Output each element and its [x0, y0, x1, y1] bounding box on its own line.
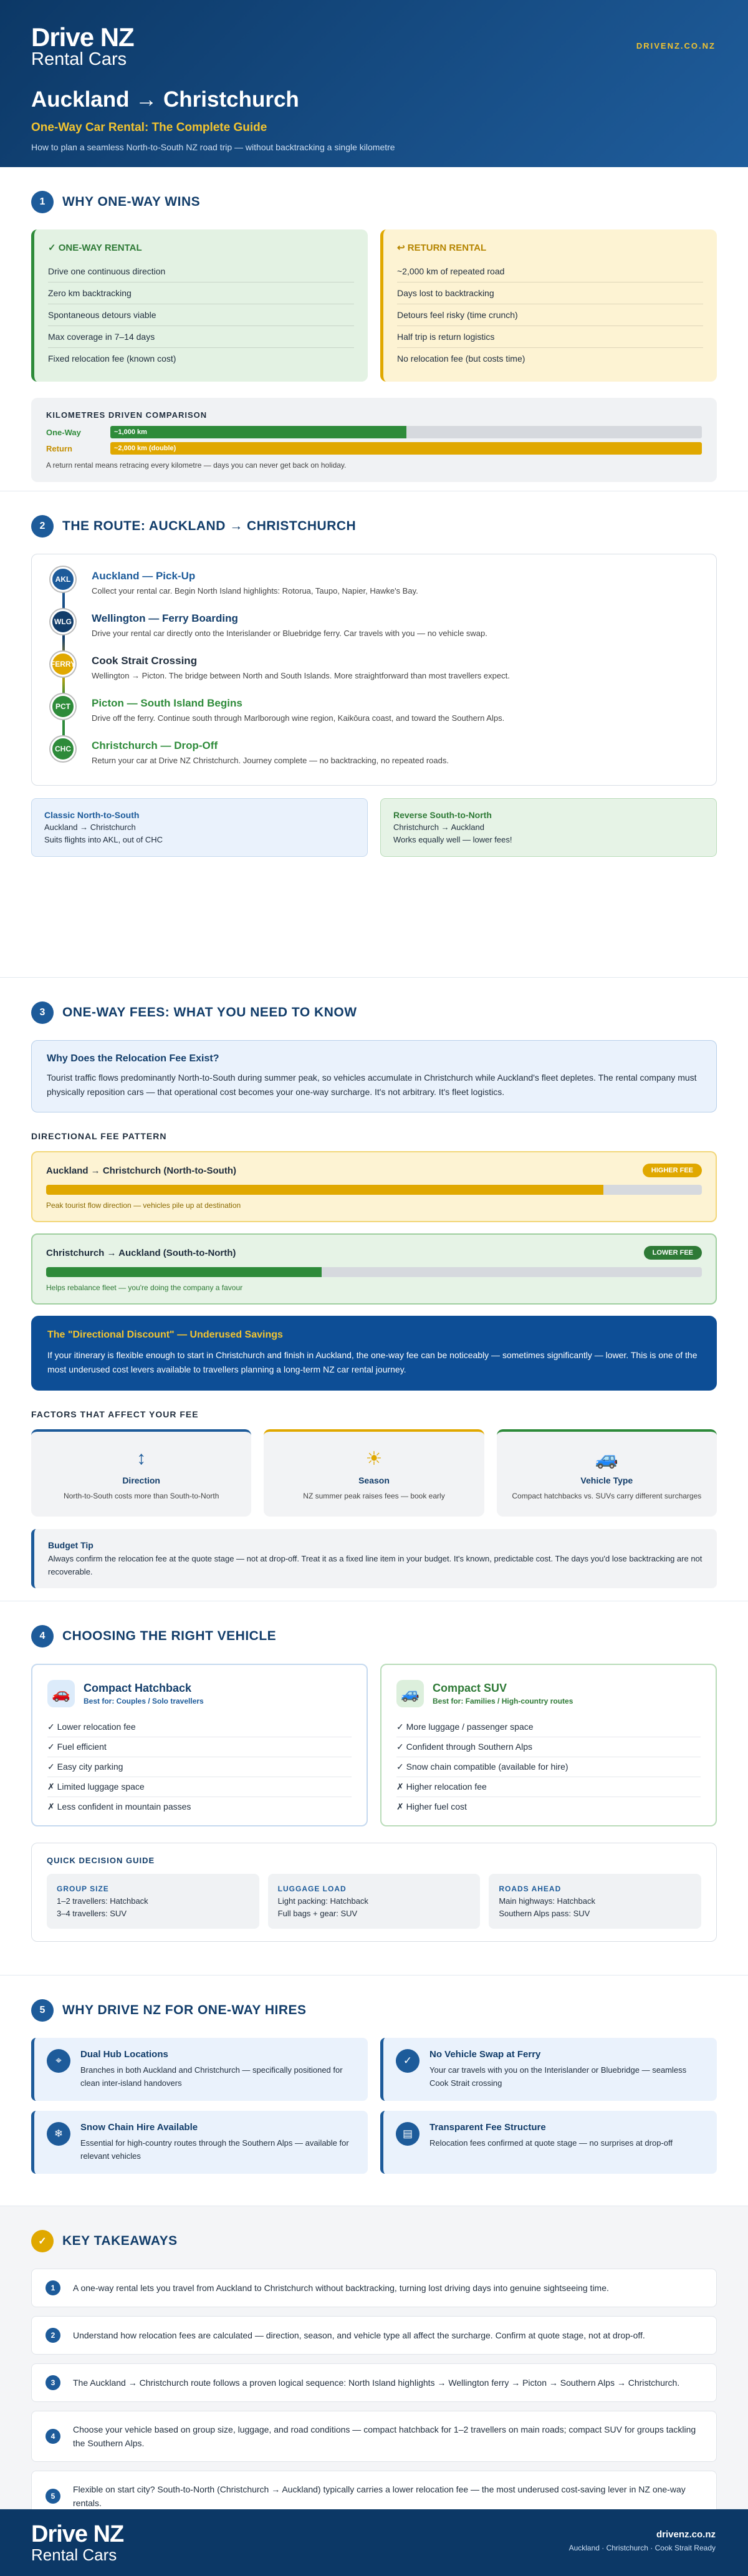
list-item: Max coverage in 7–14 days	[48, 326, 354, 348]
feature-card	[380, 2111, 717, 2174]
section-number: 5	[31, 1999, 54, 2022]
discount-text: If your itinerary is flexible enough to start in Christchurch and finish in Auckland, the one-way fee can be noticeably — sometimes significantly — lower. This is one of the most underused cost levers available to travellers planning a long-term NZ car rental journey.	[47, 1350, 698, 1374]
qd-line: Southern Alps pass: SUV	[499, 1909, 590, 1918]
stop-title: Wellington — Ferry Boarding	[92, 612, 238, 624]
oneway-bar-label: One-Way	[46, 427, 81, 437]
higher-fee-badge: HIGHER FEE	[643, 1164, 702, 1177]
classic-option-note: Suits flights into AKL, out of CHC	[44, 835, 163, 844]
fee-bar	[46, 1185, 603, 1195]
sun-icon: ☀	[365, 1449, 383, 1469]
qd-heading: LUGGAGE LOAD	[277, 1884, 347, 1893]
feature-desc: Relocation fees confirmed at quote stage — no surprises at drop-off	[429, 2138, 673, 2148]
route-stop	[50, 652, 698, 694]
section-title: WHY ONE-WAY WINS	[62, 195, 201, 209]
stop-marker: CHC	[50, 736, 75, 761]
section-number: 1	[31, 191, 54, 213]
fee-bar-track	[46, 1267, 702, 1277]
site-url[interactable]: DRIVENZ.CO.NZ	[636, 41, 716, 51]
qd-card	[268, 1874, 481, 1929]
stop-title: Christchurch — Drop-Off	[92, 740, 218, 751]
km-comparison	[31, 398, 717, 482]
suv-icon: 🚙	[396, 1680, 424, 1707]
oneway-card	[31, 229, 368, 382]
page-description: How to plan a seamless North-to-South NZ road trip — without backtracking a single kilometre	[31, 142, 395, 152]
list-item: ✓ Fuel efficient	[47, 1737, 352, 1757]
qd-heading: ROADS AHEAD	[499, 1884, 562, 1893]
logo[interactable]	[31, 22, 717, 69]
check-icon: ✓	[396, 2049, 420, 2073]
stop-desc: Collect your rental car. Begin North Island highlights: Rotorua, Taupo, Napier, Hawke's Bay.	[92, 586, 418, 596]
list-item: ✓ Snow chain compatible (available for hire)	[396, 1757, 701, 1777]
list-item: ✓ Lower relocation fee	[47, 1717, 352, 1737]
takeaway-text: The Auckland → Christchurch route follows a proven logical sequence: North Island highlights → Wellington ferry → Picton → Southern Alps → Christchurch.	[73, 2378, 680, 2388]
oneway-bar-track	[110, 426, 702, 438]
return-bar-track	[110, 442, 702, 455]
section-number: 3	[31, 1001, 54, 1024]
route-timeline	[31, 554, 717, 786]
list-item: ✓ Easy city parking	[47, 1757, 352, 1777]
stop-marker: FERRY	[50, 652, 75, 677]
takeaway-text: Understand how relocation fees are calculated — direction, season, and vehicle type all affect the surcharge. Confirm at quote stage, not at drop-off.	[73, 2330, 645, 2340]
feature-title: Transparent Fee Structure	[429, 2122, 546, 2133]
fee-note: Peak tourist flow direction — vehicles pile up at destination	[46, 1201, 241, 1210]
fee-bar	[46, 1267, 322, 1277]
route-stop	[50, 609, 698, 652]
route-stop	[50, 736, 698, 779]
section-number: 2	[31, 515, 54, 538]
feature-card	[380, 2038, 717, 2101]
feature-title: Dual Hub Locations	[80, 2049, 168, 2060]
list-item: ~2,000 km of repeated road	[397, 261, 703, 282]
reverse-option	[380, 798, 717, 857]
section-title: WHY DRIVE NZ FOR ONE-WAY HIRES	[62, 2003, 307, 2017]
section-takeaways	[0, 2206, 748, 2509]
route-stop	[50, 567, 698, 609]
page-header	[0, 0, 748, 167]
stop-desc: Return your car at Drive NZ Christchurch. Journey complete — no backtracking, no repeated roads.	[92, 756, 449, 765]
section-vehicle	[0, 1601, 748, 1975]
takeaway-item	[31, 2363, 717, 2402]
list-item: Days lost to backtracking	[397, 282, 703, 304]
explainer-text: Tourist traffic flows predominantly North-to-South during summer peak, so vehicles accumulate in Christchurch while Auckland's fleet depletes. The rental company must physically reposition cars — that operational cost becomes your one-way surcharge. It's not arbitrary. It's fleet logistics.	[47, 1073, 697, 1097]
section-why-drive-nz	[0, 1975, 748, 2206]
return-bar-label: Return	[46, 443, 72, 453]
qd-line: Light packing: Hatchback	[277, 1896, 368, 1906]
logo-line2: Rental Cars	[31, 2545, 117, 2564]
lower-fee-badge: LOWER FEE	[644, 1246, 702, 1260]
km-note: A return rental means retracing every kilometre — days you can never get back on holiday.	[46, 461, 347, 470]
logo-line1: Drive NZ	[31, 2521, 124, 2547]
factors-label: FACTORS THAT AFFECT YOUR FEE	[31, 1409, 199, 1419]
section-title: KEY TAKEAWAYS	[62, 2234, 178, 2248]
feature-desc: Branches in both Auckland and Christchurch — specifically positioned for clean inter-island handovers	[80, 2065, 343, 2088]
vehicle-best-for: Best for: Families / High-country routes	[433, 1697, 573, 1705]
qd-line: 3–4 travellers: SUV	[57, 1909, 127, 1918]
list-item: ✓ More luggage / passenger space	[396, 1717, 701, 1737]
vehicle-name: Compact Hatchback	[84, 1682, 192, 1694]
factor-title: Season	[358, 1475, 390, 1485]
list-item: No relocation fee (but costs time)	[397, 354, 525, 364]
explainer-title: Why Does the Relocation Fee Exist?	[47, 1053, 219, 1064]
vehicle-name: Compact SUV	[433, 1682, 507, 1694]
qd-heading: GROUP SIZE	[57, 1884, 109, 1893]
hatchback-card	[31, 1664, 368, 1826]
feature-desc: Essential for high-country routes through the Southern Alps — available for relevant vehicles	[80, 2138, 349, 2161]
logo-line1: Drive NZ	[31, 22, 134, 52]
factor-title: Direction	[122, 1475, 160, 1485]
classic-option	[31, 798, 368, 857]
return-card	[380, 229, 717, 382]
card-icon: ▤	[396, 2122, 420, 2146]
takeaway-item	[31, 2316, 717, 2355]
qd-card	[47, 1874, 259, 1929]
factor-title: Vehicle Type	[580, 1475, 633, 1485]
takeaway-number: 5	[46, 2489, 60, 2504]
page-footer	[0, 2509, 748, 2576]
km-comparison-label: KILOMETRES DRIVEN COMPARISON	[46, 410, 208, 420]
list-item: Half trip is return logistics	[397, 326, 703, 348]
budget-tip	[31, 1529, 717, 1588]
list-item: ✓ Confident through Southern Alps	[396, 1737, 701, 1757]
stop-title: Cook Strait Crossing	[92, 655, 198, 667]
list-item: ✗ Limited luggage space	[47, 1777, 352, 1797]
quick-decision-guide	[31, 1843, 717, 1942]
takeaway-number: 4	[46, 2429, 60, 2444]
feature-desc: Your car travels with you on the Interislander or Bluebridge — seamless Cook Strait crossing	[429, 2065, 687, 2088]
section-route	[0, 491, 748, 978]
classic-option-route: Auckland → Christchurch	[44, 822, 136, 832]
list-item: Fixed relocation fee (known cost)	[48, 354, 176, 364]
reverse-option-route: Christchurch → Auckland	[393, 822, 484, 832]
takeaway-text: A one-way rental lets you travel from Auckland to Christchurch without backtracking, turning lost driving days into genuine sightseeing time.	[73, 2283, 609, 2293]
discount-title: The "Directional Discount" — Underused Savings	[47, 1329, 283, 1340]
section-title: THE ROUTE: AUCKLAND → CHRISTCHURCH	[62, 519, 357, 533]
oneway-bar: ~1,000 km	[110, 426, 406, 438]
section-title: CHOOSING THE RIGHT VEHICLE	[62, 1629, 277, 1643]
tip-title: Budget Tip	[48, 1540, 94, 1550]
stop-marker: AKL	[50, 567, 75, 592]
car-icon: 🚙	[595, 1449, 618, 1469]
stop-desc: Drive off the ferry. Continue south through Marlborough wine region, Kaikōura coast, and toward the Southern Alps.	[92, 713, 505, 723]
takeaway-number: 3	[46, 2375, 60, 2390]
stop-desc: Wellington → Picton. The bridge between North and South Islands. More straightforward than most travellers expect.	[92, 671, 510, 680]
list-item: Detours feel risky (time crunch)	[397, 304, 703, 326]
stop-marker: PCT	[50, 694, 75, 719]
qd-line: 1–2 travellers: Hatchback	[57, 1896, 148, 1906]
oneway-card-title: ✓ ONE-WAY RENTAL	[48, 243, 142, 253]
list-item: Zero km backtracking	[48, 282, 354, 304]
list-item: ✗ Higher fuel cost	[396, 1802, 467, 1811]
factor-desc: NZ summer peak raises fees — book early	[303, 1492, 445, 1500]
fee-pattern-label: DIRECTIONAL FEE PATTERN	[31, 1131, 167, 1141]
page-subtitle: One-Way Car Rental: The Complete Guide	[31, 121, 267, 134]
qd-line: Full bags + gear: SUV	[277, 1909, 358, 1918]
qd-title: QUICK DECISION GUIDE	[47, 1856, 155, 1865]
fee-north-south	[31, 1151, 717, 1222]
fee-south-north	[31, 1233, 717, 1305]
return-bar: ~2,000 km (double)	[110, 442, 702, 455]
list-item: ✗ Less confident in mountain passes	[47, 1802, 191, 1811]
page-title: Auckland → Christchurch	[31, 87, 299, 112]
section-number: ✓	[31, 2230, 54, 2252]
reverse-option-note: Works equally well — lower fees!	[393, 835, 512, 844]
footer-url[interactable]: drivenz.co.nz	[656, 2529, 716, 2540]
takeaway-number: 1	[46, 2280, 60, 2295]
stop-title: Auckland — Pick-Up	[92, 570, 196, 582]
relocation-fee-explainer	[31, 1040, 717, 1112]
factor-desc: North-to-South costs more than South-to-North	[63, 1492, 219, 1500]
feature-title: Snow Chain Hire Available	[80, 2122, 198, 2133]
classic-option-title: Classic North-to-South	[44, 810, 140, 820]
directional-discount	[31, 1316, 717, 1391]
factor-direction	[31, 1429, 251, 1517]
takeaway-item	[31, 2269, 717, 2307]
snowflake-icon: ❄	[47, 2122, 70, 2146]
tip-text: Always confirm the relocation fee at the quote stage — not at drop-off. Treat it as a fixed line item in your budget. It's known, predictable cost. The days you'd lose backtracking are not recoverable.	[48, 1554, 702, 1576]
fee-direction-title: Auckland → Christchurch (North-to-South)	[46, 1165, 236, 1176]
vehicle-best-for: Best for: Couples / Solo travellers	[84, 1697, 204, 1705]
car-icon: 🚗	[47, 1680, 75, 1707]
arrows-icon: ↕	[137, 1448, 146, 1469]
return-card-title: ↩ RETURN RENTAL	[397, 243, 487, 253]
factor-season	[264, 1429, 484, 1517]
factor-vehicle	[497, 1429, 717, 1517]
list-item: Drive one continuous direction	[48, 261, 354, 282]
fee-bar-track	[46, 1185, 702, 1195]
section-title: ONE-WAY FEES: WHAT YOU NEED TO KNOW	[62, 1005, 357, 1020]
footer-locations: Auckland · Christchurch · Cook Strait Ready	[568, 2544, 716, 2552]
stop-marker: WLG	[50, 609, 75, 634]
stop-title: Picton — South Island Begins	[92, 697, 242, 709]
feature-card	[31, 2038, 368, 2101]
feature-card	[31, 2111, 368, 2174]
section-number: 4	[31, 1625, 54, 1647]
feature-title: No Vehicle Swap at Ferry	[429, 2049, 541, 2060]
takeaway-text: Choose your vehicle based on group size, luggage, and road conditions — compact hatchback for 1–2 travellers on main roads; compact SUV for groups tackling the Southern Alps.	[73, 2424, 696, 2448]
suv-card	[380, 1664, 717, 1826]
stop-desc: Drive your rental car directly onto the Interislander or Bluebridge ferry. Car travels with you — no vehicle swap.	[92, 629, 487, 638]
fee-note: Helps rebalance fleet — you're doing the company a favour	[46, 1283, 243, 1292]
takeaway-number: 2	[46, 2328, 60, 2343]
location-pin-icon: ⌖	[47, 2049, 70, 2073]
fee-direction-title: Christchurch → Auckland (South-to-North)	[46, 1247, 236, 1258]
takeaway-text: Flexible on start city? South-to-North (Christchurch → Auckland) typically carries a lower relocation fee — the most underused cost-saving lever in NZ one-way rentals.	[73, 2484, 686, 2508]
reverse-option-title: Reverse South-to-North	[393, 810, 492, 820]
list-item: ✗ Higher relocation fee	[396, 1777, 701, 1797]
route-stop	[50, 694, 698, 736]
factor-desc: Compact hatchbacks vs. SUVs carry different surcharges	[512, 1492, 702, 1500]
takeaway-item	[31, 2411, 717, 2462]
qd-card	[489, 1874, 701, 1929]
section-why-one-way	[0, 167, 748, 491]
list-item: Spontaneous detours viable	[48, 304, 354, 326]
qd-line: Main highways: Hatchback	[499, 1896, 595, 1906]
logo-line2: Rental Cars	[31, 49, 127, 69]
section-fees	[0, 978, 748, 1601]
